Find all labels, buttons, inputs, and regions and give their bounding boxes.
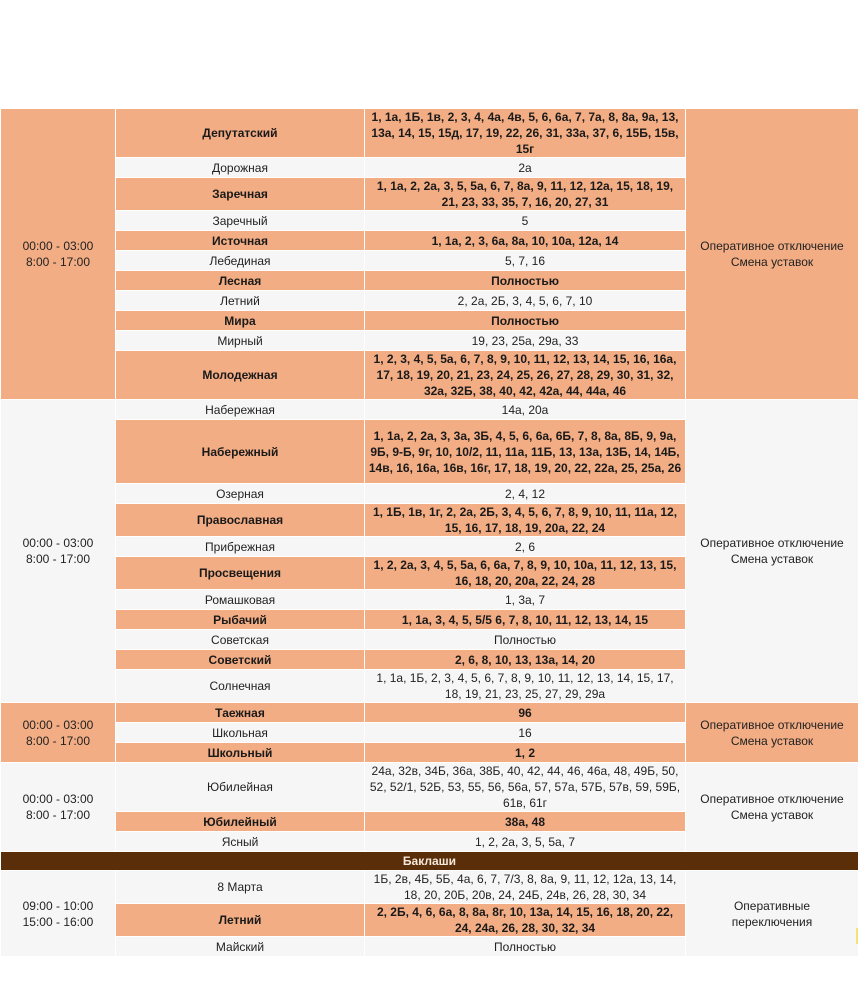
table-row [1,400,859,420]
street-name: Мира [116,311,365,331]
street-name: Заречная [116,178,365,211]
house-numbers: 1, 1а, 2, 2а, 3, 5, 5а, 6, 7, 8а, 9, 11, 12, 12а, 15, 18, 19, 21, 23, 33, 35, 7, 16, 20, 27, 31 [365,178,686,211]
time-window-cell [1,400,116,703]
house-numbers: 1, 2, 3, 4, 5, 5а, 6, 7, 8, 9, 10, 11, 12, 13, 14, 15, 16, 16а, 17, 18, 19, 20, 21, 23, 24, 25, 26, 27, 28, 29, 30, 31, 32, 32а, 32Б, 38, 40, 42, 42а, 44, 44а, 46 [365,351,686,400]
table-row [1,871,859,904]
street-name: Молодежная [116,351,365,400]
street-name: Набережный [116,420,365,484]
table-row [1,703,859,723]
street-name: Ясный [116,832,365,852]
time-window: 15:00 - 16:00 [22,914,94,929]
time-window-cell [1,703,116,763]
work-type: Оперативное отключение [700,239,844,253]
time-window-cell [1,871,116,957]
street-name: Школьная [116,723,365,743]
work-type: Смена уставок [730,255,814,269]
street-name: Летний [116,291,365,311]
house-numbers: 1, 1а, 2, 3, 6а, 8а, 10, 10а, 12а, 14 [365,231,686,251]
house-numbers: Полностью [365,630,686,650]
work-type: Смена уставок [730,552,814,566]
street-name: Мирный [116,331,365,351]
house-numbers: 1, 2, 2а, 3, 4, 5, 5а, 6, 6а, 7, 8, 9, 10, 10а, 11, 12, 13, 15, 16, 18, 20, 20а, 22, 24, 28 [365,557,686,590]
street-name: Советский [116,650,365,670]
work-type-cell [686,400,859,703]
work-type: Смена уставок [730,733,814,748]
time-window: 00:00 - 03:00 [22,536,94,550]
time-window: 00:00 - 03:00 [22,792,94,806]
street-name: Источная [116,231,365,251]
time-window-cell [1,763,116,852]
house-numbers: 5 [365,211,686,231]
house-numbers: 1, 2 [365,743,686,763]
time-window: 00:00 - 03:00 [22,717,94,732]
house-numbers: 2, 2Б, 4, 6, 6а, 8, 8а, 8г, 10, 13а, 14, 15, 16, 18, 20, 22, 24, 24а, 26, 28, 30, 32, 34 [365,904,686,937]
street-name: Юбилейная [116,763,365,812]
house-numbers: 2, 6, 8, 10, 13, 13а, 14, 20 [365,650,686,670]
time-window: 00:00 - 03:00 [22,239,94,253]
house-numbers: Полностью [365,311,686,331]
street-name: Юбилейный [116,812,365,832]
house-numbers: 24а, 32в, 34Б, 36а, 38Б, 40, 42, 44, 46, 46а, 48, 49Б, 50, 52, 52/1, 52Б, 53, 55, 56, 56а, 57, 57а, 57Б, 57в, 59, 59Б, 61в, 61г [365,763,686,812]
time-window: 8:00 - 17:00 [25,733,91,748]
house-numbers: Полностью [365,271,686,291]
house-numbers: 1, 2, 2а, 3, 5, 5а, 7 [365,832,686,852]
section-title: Баклаши [1,852,859,871]
house-numbers: 2а [365,158,686,178]
street-name: Рыбачий [116,610,365,630]
house-numbers: 19, 23, 25а, 29а, 33 [365,331,686,351]
time-window: 8:00 - 17:00 [25,552,91,566]
table-row [1,763,859,812]
house-numbers: 2, 2а, 2Б, 3, 4, 5, 6, 7, 10 [365,291,686,311]
work-type: Оперативное отключение [700,536,844,550]
work-type-cell [686,763,859,852]
street-name: Заречный [116,211,365,231]
street-name: Набережная [116,400,365,420]
street-name: Лесная [116,271,365,291]
work-type: переключения [731,914,813,929]
street-name: 8 Марта [116,871,365,904]
house-numbers: 2, 4, 12 [365,484,686,504]
street-name: Советская [116,630,365,650]
house-numbers: 1Б, 2в, 4Б, 5Б, 4а, 6, 7, 7/3, 8, 8а, 9, 11, 12, 12а, 13, 14, 18, 20, 20Б, 20в, 24, 24Б, 24в, 26, 28, 30, 34 [365,871,686,904]
time-window: 09:00 - 10:00 [22,898,94,913]
street-name: Майский [116,937,365,957]
house-numbers: 1, 1а, 2, 2а, 3, 3а, 3Б, 4, 5, 6, 6а, 6Б, 7, 8, 8а, 8Б, 9, 9а, 9Б, 9-Б, 9г, 10, 10/2, 11, 11а, 11Б, 13, 13а, 13Б, 14, 14Б, 14в, 16, 16а, 16в, 16г, 17, 18, 19, 20, 22, 22а, 25, 25а, 26 [365,420,686,484]
street-name: Озерная [116,484,365,504]
street-name: Лебединая [116,251,365,271]
work-type: Оперативные [733,898,811,913]
street-name: Солнечная [116,670,365,703]
street-name: Школьный [116,743,365,763]
house-numbers: 96 [365,703,686,723]
outage-schedule-table [0,108,859,957]
street-name: Прибрежная [116,537,365,557]
table-row [1,109,859,158]
street-name: Православная [116,504,365,537]
house-numbers: 38а, 48 [365,812,686,832]
street-name: Ромашковая [116,590,365,610]
street-name: Депутатский [116,109,365,158]
work-type-cell [686,703,859,763]
house-numbers: 1, 3а, 7 [365,590,686,610]
house-numbers: 14а, 20а [365,400,686,420]
time-window: 8:00 - 17:00 [25,255,91,269]
house-numbers: 1, 1Б, 1в, 1г, 2, 2а, 2Б, 3, 4, 5, 6, 7, 8, 9, 10, 11, 11а, 12, 15, 16, 17, 18, 19, 20а, 22, 24 [365,504,686,537]
edge-marker [856,928,858,944]
work-type-cell [686,871,859,957]
section-header-row [1,852,859,871]
street-name: Просвещения [116,557,365,590]
house-numbers: 1, 1а, 3, 4, 5, 5/5 6, 7, 8, 10, 11, 12, 13, 14, 15 [365,610,686,630]
street-name: Таежная [116,703,365,723]
time-window-cell [1,109,116,400]
house-numbers: 1, 1а, 1Б, 2, 3, 4, 5, 6, 7, 8, 9, 10, 11, 12, 13, 14, 15, 17, 18, 19, 21, 23, 25, 27, 29, 29а [365,670,686,703]
house-numbers: Полностью [365,937,686,957]
house-numbers: 1, 1а, 1Б, 1в, 2, 3, 4, 4а, 4в, 5, 6, 6а, 7, 7а, 8, 8а, 9а, 13, 13а, 14, 15, 15д, 17, 19, 22, 26, 31, 33а, 37, 6, 15Б, 15в, 15г [365,109,686,158]
work-type: Оперативное отключение [700,792,844,806]
house-numbers: 5, 7, 16 [365,251,686,271]
work-type: Смена уставок [730,808,814,822]
work-type-cell [686,109,859,400]
work-type: Оперативное отключение [700,717,844,732]
house-numbers: 2, 6 [365,537,686,557]
house-numbers: 16 [365,723,686,743]
street-name: Летний [116,904,365,937]
time-window: 8:00 - 17:00 [25,808,91,822]
street-name: Дорожная [116,158,365,178]
